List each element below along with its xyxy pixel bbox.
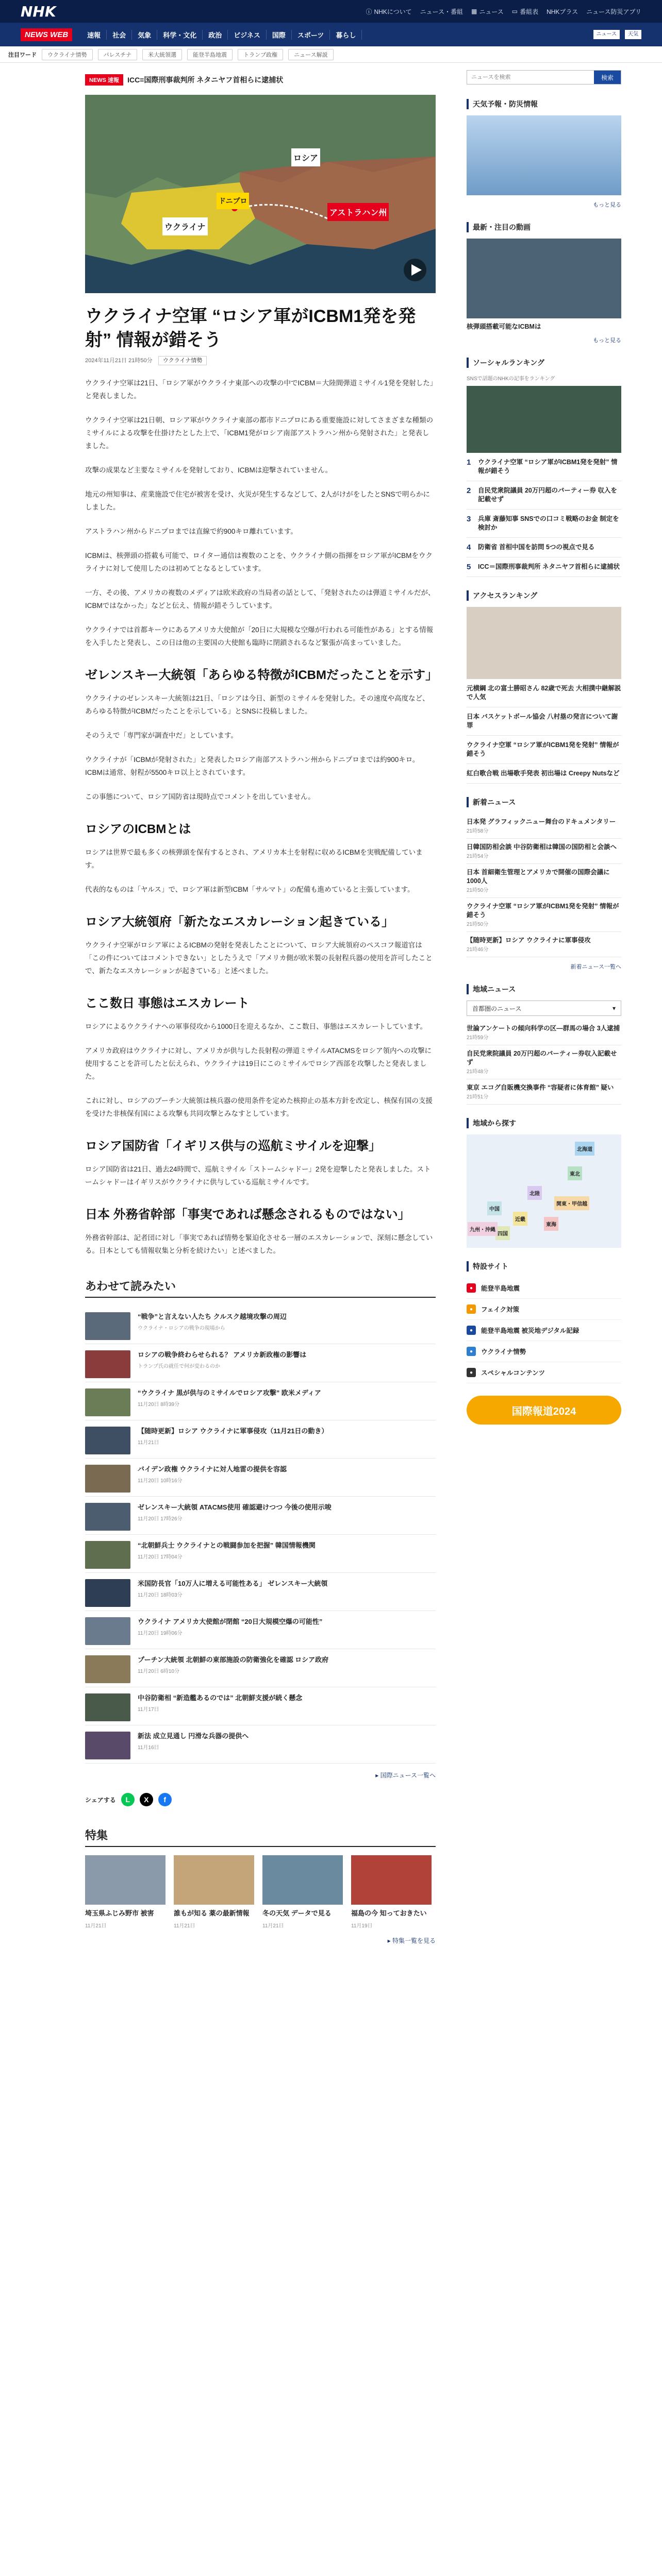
article-paragraph: これに対し、ロシアのプーチン大統領は核兵器の使用条件を定めた核抑止の基本方針を改定し、核保有国の支援を受けた非核保有国による攻撃も共同攻撃とみなすとしています。: [85, 1097, 433, 1117]
related-item[interactable]: バイデン政権 ウクライナに対人地雷の提供を容認 11月20日 10時16分: [85, 1459, 436, 1497]
article-paragraph: アストラハン州からドニプロまでは直線で約900キロ離れています。: [85, 528, 297, 535]
search-box: [467, 70, 621, 84]
banner-international-2024[interactable]: 国際報道2024: [467, 1396, 621, 1425]
article-paragraph: ICBMは、核弾頭の搭載も可能で、ロイター通信は複数のことを、ウクライナ側の指揮をロシア軍がICBMをウクライナに対して使用したのは初めてとなるとしています。: [85, 552, 433, 572]
region-tokai[interactable]: 東海: [544, 1217, 558, 1231]
top-link-schedule[interactable]: ▭ 番組表: [511, 8, 539, 15]
article-paragraph: そのうえで「専門家が調査中だ」としています。: [85, 732, 238, 739]
share-label: シェアする: [85, 1796, 116, 1804]
weather-map[interactable]: [467, 115, 621, 195]
related-more-link[interactable]: ▸ 国際ニュース一覧へ: [375, 1772, 436, 1779]
sidebar: [467, 63, 621, 1952]
local-news-item[interactable]: 東京 エコグ自販機交換事件 “容疑者に体育館” 疑い 21時51分: [467, 1079, 621, 1105]
top-link-programs[interactable]: ニュース・番組: [420, 8, 463, 15]
article-paragraph: ウクライナのゼレンスキー大統領は21日、「ロシアは今日、新型のミサイルを発射した。その速度や高度など、あらゆる特徴がICBMだったことを示している」とSNSに投稿しました。: [85, 694, 429, 715]
region-hokuriku[interactable]: 北陸: [527, 1186, 542, 1200]
related-thumb: [85, 1732, 130, 1759]
article-paragraph: ウクライナ空軍は21日朝、ロシア軍がウクライナ東部の都市ドニプロにある重要施設に対してさまざまな種類のミサイルによる攻撃を仕掛けたとした上で、「ICBM1発がロシア南部アストラハン州から発射された」と発表しました。: [85, 416, 434, 450]
region-shikoku[interactable]: 四国: [495, 1226, 510, 1240]
section-heading: ここ数日 事態はエスカレート: [85, 996, 250, 1010]
feature-card[interactable]: 埼玉県ふじみ野市 被害 11月21日: [85, 1855, 166, 1929]
special-site-item[interactable]: ● フェイク対策: [467, 1299, 621, 1320]
news-web-brand[interactable]: NEWS WEB: [21, 28, 72, 41]
article-date: 2024年11月21日 21時50分: [85, 358, 153, 364]
access-item[interactable]: 元横綱 北の富士勝昭さん 82歳で死去 大相撲中継解説で人気: [467, 679, 621, 707]
social-ranking-note: SNSで話題のNHKの記事をランキング: [467, 376, 555, 382]
article-paragraph: ロシアは世界で最も多くの核弾頭を保有するとされ、アメリカ本土を射程に収めるICBMを実戦配備しています。: [85, 849, 423, 869]
weather-title: 天気予報・防災情報: [467, 99, 621, 109]
nav-politics[interactable]: 政治: [203, 30, 228, 40]
nav-sports[interactable]: スポーツ: [292, 30, 330, 40]
related-item[interactable]: ウクライナ アメリカ大使館が閉館 “20日大規模空爆の可能性” 11月20日 19時06分: [85, 1611, 436, 1649]
latest-video-caption: 核弾頭搭載可能なICBMは: [467, 323, 541, 330]
special-sites-title: 特設サイト: [467, 1261, 621, 1272]
related-thumb: [85, 1541, 130, 1569]
top-link-about[interactable]: ⓘ NHKについて: [366, 8, 412, 15]
related-title: あわせて読みたい: [85, 1278, 436, 1298]
related-item[interactable]: プーチン大統領 北朝鮮の東部施設の防衛強化を確認 ロシア政府 11月20日 6時10分: [85, 1649, 436, 1687]
section-heading: ロシア大統領府「新たなエスカレーション起きている」: [85, 915, 394, 929]
local-news-item[interactable]: 自民党衆院議員 20万円超のパーティー券収入記載せず 21時48分: [467, 1045, 621, 1079]
tv-icon: ▭: [511, 8, 518, 15]
breaking-news[interactable]: [85, 74, 436, 86]
region-kyushu[interactable]: 九州・沖縄: [468, 1222, 498, 1236]
related-item[interactable]: “ウクライナ 黒が供与のミサイルでロシア攻撃” 欧米メディア 11月20日 8時39分: [85, 1382, 436, 1420]
related-thumb: [85, 1693, 130, 1721]
social-ranking-image[interactable]: [467, 386, 621, 453]
region-kinki[interactable]: 近畿: [513, 1212, 527, 1226]
nav-breaking[interactable]: 速報: [81, 30, 107, 40]
top-link-plus[interactable]: NHKプラス: [547, 8, 578, 15]
chevron-down-icon: ▾: [612, 1005, 616, 1012]
article-paragraph: ウクライナ空軍がロシア軍によるICBMの発射を発表したことについて、ロシア大統領府のペスコフ報道官は「この件についてはコメントできない」としたうえで「アメリカ側が欧米製の長射程兵器の使用を許可したことで、新たなエスカレーションが起きている」と述べました。: [85, 941, 433, 975]
hot-word-noto[interactable]: 能登半島地震: [187, 49, 233, 60]
nav-life[interactable]: 暮らし: [330, 30, 362, 40]
related-thumb: [85, 1350, 130, 1378]
new-news-item[interactable]: 日韓国防相会談 中谷防衛相は韓国の国防相と会談へ 21時54分: [467, 839, 621, 864]
related-item[interactable]: ゼレンスキー大統領 ATACMS使用 確認避けつつ 今後の使用示唆 11月20日 17時26分: [85, 1497, 436, 1535]
info-icon: ⓘ: [366, 8, 372, 15]
new-news-item[interactable]: ウクライナ空軍 “ロシア軍がICBM1発を発射” 情報が錯そう 21時50分: [467, 898, 621, 932]
local-region-select[interactable]: 首都圏のニュース ▾: [467, 1001, 621, 1016]
fake-icon: ●: [467, 1304, 476, 1314]
related-thumb: [85, 1617, 130, 1645]
ranking-item[interactable]: 4 防衛省 首相中国を訪問 5つの視点で見る: [467, 538, 621, 557]
ranking-item[interactable]: 2 自民党衆院議員 20万円超のパーティー券 収入を記載せず: [467, 481, 621, 510]
special-sites-list: [467, 1278, 621, 1383]
section-heading: ロシアのICBMとは: [85, 822, 191, 836]
latest-video-title: 最新・注目の動画: [467, 222, 621, 232]
article-paragraph: ロシア国防省は21日、過去24時間で、巡航ミサイル「ストームシャドー」2発を迎撃したと発表しました。ストームシャドーはイギリスがウクライナに供与している巡航ミサイルです。: [85, 1165, 431, 1186]
latest-video-thumb[interactable]: [467, 239, 621, 318]
top-link-app[interactable]: ニュース防災アプリ: [586, 8, 641, 15]
article-paragraph: ウクライナでは首都キーウにあるアメリカ大使館が「20日に大規模な空爆が行われる可能性がある」とする情報を入手したと発表し、この日は他の主要国の大使館も臨時に閉鎖されるなど緊張が高まっていました。: [85, 626, 434, 647]
ukraine-icon: ●: [467, 1347, 476, 1356]
region-map: [467, 1134, 621, 1248]
hero-label-dnipro: ドニプロ: [217, 193, 249, 209]
special-icon: ●: [467, 1368, 476, 1377]
new-news-title: 新着ニュース: [467, 797, 621, 807]
special-site-item[interactable]: ● 能登半島地震 被災地デジタル記録: [467, 1320, 621, 1341]
breaking-text: ICC=国際刑事裁判所 ネタニヤフ首相らに逮捕状: [127, 76, 284, 84]
special-site-item[interactable]: ● ウクライナ情勢: [467, 1341, 621, 1362]
related-thumb: [85, 1465, 130, 1493]
section-heading: 日本 外務省幹部「事実であれば懸念されるものではない」: [85, 1208, 410, 1222]
nav-science[interactable]: 科学・文化: [157, 30, 203, 40]
nav-weather[interactable]: 気象: [132, 30, 157, 40]
related-thumb: [85, 1503, 130, 1531]
article-paragraph: 地元の州知事は、産業施設で住宅が被害を受け、火災が発生するなどして、2人がけがをしたとSNSで明らかにしました。: [85, 490, 430, 511]
related-thumb: [85, 1388, 130, 1416]
archive-icon: ●: [467, 1326, 476, 1335]
nav-news-tag[interactable]: ニュース: [593, 30, 620, 39]
local-news-title: 地域ニュース: [467, 984, 621, 994]
top-link-news[interactable]: ▦ ニュース: [471, 8, 504, 15]
access-item[interactable]: 紅白歌合戦 出場歌手発表 初出場は Creepy Nutsなど: [467, 764, 621, 784]
ranking-item[interactable]: 5 ICC＝国際刑事裁判所 ネタニヤフ首相らに逮捕状: [467, 557, 621, 577]
x-icon[interactable]: X: [140, 1793, 153, 1806]
line-icon[interactable]: L: [121, 1793, 135, 1806]
main-nav: [0, 23, 662, 46]
new-news-item[interactable]: 日本 首細衛生管理とアメリカで開催の国際会議に1000人 21時50分: [467, 864, 621, 898]
hero-label-russia: ロシア: [291, 148, 320, 166]
access-item[interactable]: ウクライナ空軍 “ロシア軍がICBM1発を発射” 情報が錯そう: [467, 736, 621, 764]
latest-video-more[interactable]: もっと見る: [593, 337, 621, 344]
section-heading: ゼレンスキー大統領「あらゆる特徴がICBMだったことを示す」: [85, 668, 438, 682]
feature-card[interactable]: 誰もが知る 薬の最新情報 11月21日: [174, 1855, 254, 1929]
breaking-badge: NEWS 速報: [85, 74, 123, 86]
hot-word-palestine[interactable]: パレスチナ: [98, 49, 137, 60]
access-ranking-image[interactable]: [467, 607, 621, 679]
share-bar: [85, 1793, 436, 1806]
article-category[interactable]: ウクライナ情勢: [158, 356, 207, 365]
related-list: [85, 1306, 436, 1764]
related-thumb: [85, 1312, 130, 1340]
article-paragraph: ロシアによるウクライナへの軍事侵攻から1000日を迎えるなか、ここ数日、事態はエスカレートしています。: [85, 1023, 427, 1030]
article-column: [21, 63, 436, 1952]
noto-icon: ●: [467, 1283, 476, 1293]
related-item[interactable]: “戦争”と言えない人たち クルスク越境攻撃の周辺 ウクライナ・ロシアの戦争の現場から: [85, 1306, 436, 1344]
article-paragraph: 一方、その後、アメリカの複数のメディアは欧米政府の当局者の話として、「発射されたのは弾道ミサイルだが、ICBMではなかった」などと伝え、情報が錯そうしています。: [85, 589, 435, 609]
feature-title: 特集: [85, 1827, 436, 1847]
hero-map-image[interactable]: [85, 95, 436, 293]
weather-more-link[interactable]: もっと見る: [593, 202, 621, 208]
article-paragraph: 外務省幹部は、記者団に対し「事実であれば情勢を緊迫化させる一層のエスカレーションで、深刻に懸念している。日本としても情報収集と分析を続けたい」と述べました。: [85, 1234, 433, 1255]
search-button[interactable]: 検索: [594, 71, 621, 84]
local-news-item[interactable]: 世論アンケートの傾向科学の区—群馬の場合 3人逮捕 21時59分: [467, 1020, 621, 1045]
nav-international[interactable]: 国際: [267, 30, 292, 40]
special-site-item[interactable]: ● スペシャルコンテンツ: [467, 1362, 621, 1383]
region-tohoku[interactable]: 東北: [568, 1166, 582, 1180]
article-paragraph: ウクライナ空軍は21日、「ロシア軍がウクライナ東部への攻撃の中でICBM＝大陸間弾道ミサイル1発を発射した」と発表しました。: [85, 379, 434, 400]
hot-word-trump[interactable]: トランプ政権: [238, 49, 283, 60]
article-paragraph: 代表的なものは「ヤルス」で、ロシア軍は新型ICBM「サルマト」の配備も進めていると主張しています。: [85, 886, 415, 893]
region-chugoku[interactable]: 中国: [487, 1201, 502, 1215]
feature-image: [174, 1855, 254, 1905]
hot-words-bar: [0, 46, 662, 63]
feature-image: [351, 1855, 432, 1905]
ranking-item[interactable]: 3 兵庫 斎藤知事 SNSでの口コミ戦略のお金 制定を検討か: [467, 510, 621, 538]
feature-more-link[interactable]: ▸ 特集一覧を見る: [387, 1937, 436, 1944]
nav-weather-tag[interactable]: 天気: [625, 30, 641, 39]
article-paragraph: この事態について、ロシア国防省は現時点でコメントを出していません。: [85, 793, 315, 801]
ranking-item[interactable]: 1 ウクライナ空軍 “ロシア軍がICBM1発を発射” 情報が錯そう: [467, 453, 621, 481]
news-icon: ▦: [471, 8, 477, 15]
related-thumb: [85, 1579, 130, 1607]
related-item[interactable]: 新法 成立見通し 円滑な兵器の提供へ 11月16日: [85, 1725, 436, 1764]
access-ranking-title: アクセスランキング: [467, 590, 621, 601]
related-thumb: [85, 1427, 130, 1454]
feature-image: [262, 1855, 343, 1905]
feature-card[interactable]: 福島の今 知っておきたい 11月19日: [351, 1855, 432, 1929]
hot-word-election[interactable]: 米大統領選: [142, 49, 182, 60]
feature-list: [85, 1855, 436, 1929]
access-item[interactable]: 日本 バスケットボール協会 八村塁の発言について謝罪: [467, 707, 621, 736]
region-hokkaido[interactable]: 北海道: [575, 1142, 594, 1156]
nav-society[interactable]: 社会: [107, 30, 132, 40]
search-input[interactable]: [467, 71, 594, 84]
related-item[interactable]: ロシアの戦争終わらせられる？ アメリカ新政権の影響は トランプ氏の就任で何が変わるのか: [85, 1344, 436, 1382]
new-news-item[interactable]: 日本発 グラフィックニュー舞台のドキュメンタリー 21時58分: [467, 814, 621, 839]
article-paragraph: ウクライナが「ICBMが発射された」と発表したロシア南部アストラハン州からドニプロまでは約900キロ。ICBMは通常、射程が5500キロ以上とされています。: [85, 756, 420, 776]
article-meta: [85, 356, 436, 364]
new-news-more[interactable]: 新着ニュース一覧へ: [570, 964, 621, 970]
special-site-item[interactable]: ● 能登半島地震: [467, 1278, 621, 1299]
hero-label-ukraine: ウクライナ: [162, 217, 208, 235]
feature-card[interactable]: 冬の天気 データで見る 11月21日: [262, 1855, 343, 1929]
region-kanto[interactable]: 関東・甲信越: [554, 1196, 589, 1210]
social-ranking-title: ソーシャルランキング: [467, 358, 621, 368]
related-item[interactable]: “北朝鮮兵士 ウクライナとの戦闘参加を把握” 韓国情報機関 11月20日 17時04分: [85, 1535, 436, 1573]
article-title: ウクライナ空軍 “ロシア軍がICBM1発を発射” 情報が錯そう: [85, 307, 416, 350]
article-paragraph: アメリカ政府はウクライナに対し、アメリカが供与した長射程の弾道ミサイルATACMSをロシア領内への攻撃に使用することを許可したと伝えられ、ウクライナは19日にこのミサイルでロシア西部を攻撃したと発表しました。: [85, 1047, 432, 1080]
related-item[interactable]: 中谷防衛相 “新造艦あるのでは” 北朝鮮支援が続く懸念 11月17日: [85, 1687, 436, 1725]
related-item[interactable]: 米国防長官「10万人に増える可能性ある」 ゼレンスキー大統領 11月20日 18時03分: [85, 1573, 436, 1611]
hot-words-label: 注目ワード: [8, 52, 37, 58]
hot-word-ukraine[interactable]: ウクライナ情勢: [42, 49, 93, 60]
related-thumb: [85, 1655, 130, 1683]
nhk-logo[interactable]: NHK: [21, 3, 56, 20]
nav-business[interactable]: ビジネス: [228, 30, 267, 40]
hot-word-explainer[interactable]: ニュース解説: [288, 49, 333, 60]
facebook-icon[interactable]: f: [158, 1793, 172, 1806]
related-item[interactable]: 【随時更新】ロシア ウクライナに軍事侵攻（11月21日の動き） 11月21日: [85, 1420, 436, 1459]
hero-label-astrakhan: アストラハン州: [327, 203, 389, 221]
new-news-item[interactable]: 【随時更新】ロシア ウクライナに軍事侵攻 21時46分: [467, 932, 621, 957]
region-map-title: 地域から探す: [467, 1118, 621, 1128]
feature-image: [85, 1855, 166, 1905]
top-bar: [0, 0, 662, 23]
article-paragraph: 攻撃の成果など主要なミサイルを発射しており、ICBMは迎撃されていません。: [85, 466, 333, 474]
section-heading: ロシア国防省「イギリス供与の巡航ミサイルを迎撃」: [85, 1139, 381, 1153]
